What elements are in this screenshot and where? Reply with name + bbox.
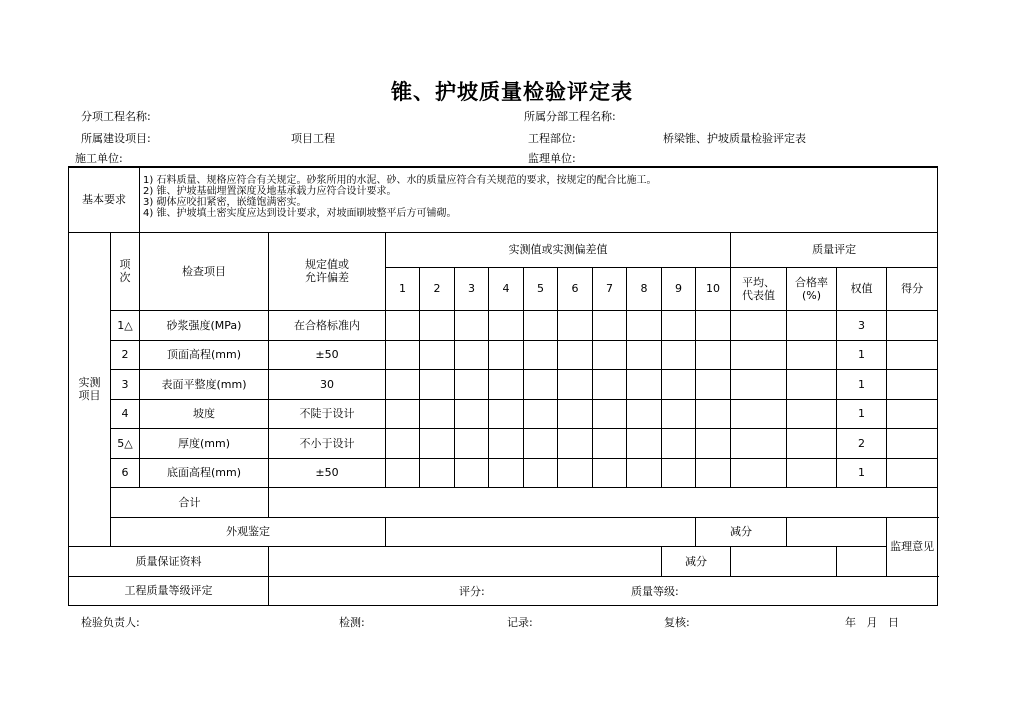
grade-row [69,576,938,605]
basic-requirements-row [69,167,938,232]
record-label: 记录: [507,616,533,629]
requirement-line: 2) 锥、护坡基础埋置深度及地基承载力应符合设计要求。 [143,186,397,197]
row-weight: 1 [837,340,887,369]
pass-rate-header-text: 合格率(%) [795,275,828,302]
row-index: 6 [111,458,140,487]
construction-project-label: 所属建设项目: [81,132,151,145]
row-item: 砂浆强度(MPa) [140,310,269,340]
header-row-1 [69,232,938,267]
measured-values-header: 实测值或实测偏差值 [386,232,731,267]
score-header: 得分 [887,267,938,310]
total-label: 合计 [111,487,269,517]
quality-docs-label: 质量保证资料 [69,546,269,576]
measure-number: 3 [455,267,489,310]
sub-project-label: 分项工程名称: [81,110,151,123]
row-spec: 不陡于设计 [269,399,386,428]
date-label: 年 月 日 [845,616,899,629]
location-value: 桥梁锥、护坡质量检验评定表 [663,132,806,145]
row-weight: 1 [837,399,887,428]
measure-number: 1 [386,267,420,310]
index-header-text: 项次 [119,258,131,284]
row-item: 表面平整度(mm) [140,369,269,399]
row-index: 3 [111,369,140,399]
item-header: 检查项目 [140,232,269,310]
quality-grade-label: 质量等级: [631,584,679,598]
table-row [69,340,938,369]
row-index: 1△ [111,310,140,340]
construction-project-value: 项目工程 [291,132,335,145]
table-row [69,369,938,399]
total-row [69,487,938,517]
inspector-label: 检验负责人: [81,616,140,629]
spec-header [269,232,386,310]
review-label: 复核: [664,616,690,629]
appearance-label: 外观鉴定 [111,517,386,546]
average-header-text: 平均、代表值 [742,275,775,302]
supervisor-label: 监理单位: [528,152,576,165]
location-label: 工程部位: [528,132,576,145]
quality-docs-row [69,546,938,576]
parent-project-label: 所属分部工程名称: [524,110,616,123]
average-header [731,267,787,310]
table-row [69,458,938,487]
index-header [111,232,140,310]
row-index: 5△ [111,428,140,458]
measure-number: 6 [558,267,593,310]
grade-cell [269,576,938,605]
row-index: 4 [111,399,140,428]
page-title: 锥、护坡质量检验评定表 [391,80,633,104]
measure-number: 4 [489,267,524,310]
measure-number: 7 [593,267,627,310]
row-item: 厚度(mm) [140,428,269,458]
weight-header: 权值 [837,267,887,310]
measure-number: 10 [696,267,731,310]
requirement-line: 3) 砌体应咬扣紧密，嵌缝饱满密实。 [143,197,307,208]
quality-assessment-header: 质量评定 [731,232,938,267]
deduct-label: 减分 [696,517,787,546]
inspection-table [68,166,938,606]
measure-number: 2 [420,267,455,310]
row-spec: 30 [269,369,386,399]
measure-number: 8 [627,267,662,310]
grade-label: 工程质量等级评定 [69,576,269,605]
row-spec: ±50 [269,458,386,487]
measure-number: 9 [662,267,696,310]
row-weight: 1 [837,369,887,399]
row-item: 坡度 [140,399,269,428]
appearance-row [69,517,938,546]
basic-requirements-label: 基本要求 [69,167,140,232]
section-label-text: 实测项目 [78,376,101,402]
spec-header-text: 规定值或允许偏差 [305,258,349,284]
row-item: 底面高程(mm) [140,458,269,487]
row-weight: 1 [837,458,887,487]
row-item: 顶面高程(mm) [140,340,269,369]
row-spec: ±50 [269,340,386,369]
requirement-line: 1) 石料质量、规格应符合有关规定。砂浆所用的水泥、砂、水的质量应符合有关规范的要求，按规定的配合比施工。 [143,175,657,186]
table-row [69,310,938,340]
requirement-line: 4) 锥、护坡填土密实度应达到设计要求，对坡面刷坡整平后方可铺砌。 [143,208,457,219]
row-spec: 不小于设计 [269,428,386,458]
basic-requirements-text [140,167,938,232]
supervisor-opinion-label: 监理意见 [887,517,938,576]
score-label: 评分: [459,584,485,598]
measured-items-section-label [69,232,111,546]
measure-number: 5 [524,267,558,310]
builder-label: 施工单位: [75,152,123,165]
table-row [69,428,938,458]
deduct-label: 减分 [662,546,731,576]
row-index: 2 [111,340,140,369]
pass-rate-header [787,267,837,310]
table-row [69,399,938,428]
test-label: 检测: [339,616,365,629]
row-weight: 2 [837,428,887,458]
row-weight: 3 [837,310,887,340]
row-spec: 在合格标准内 [269,310,386,340]
